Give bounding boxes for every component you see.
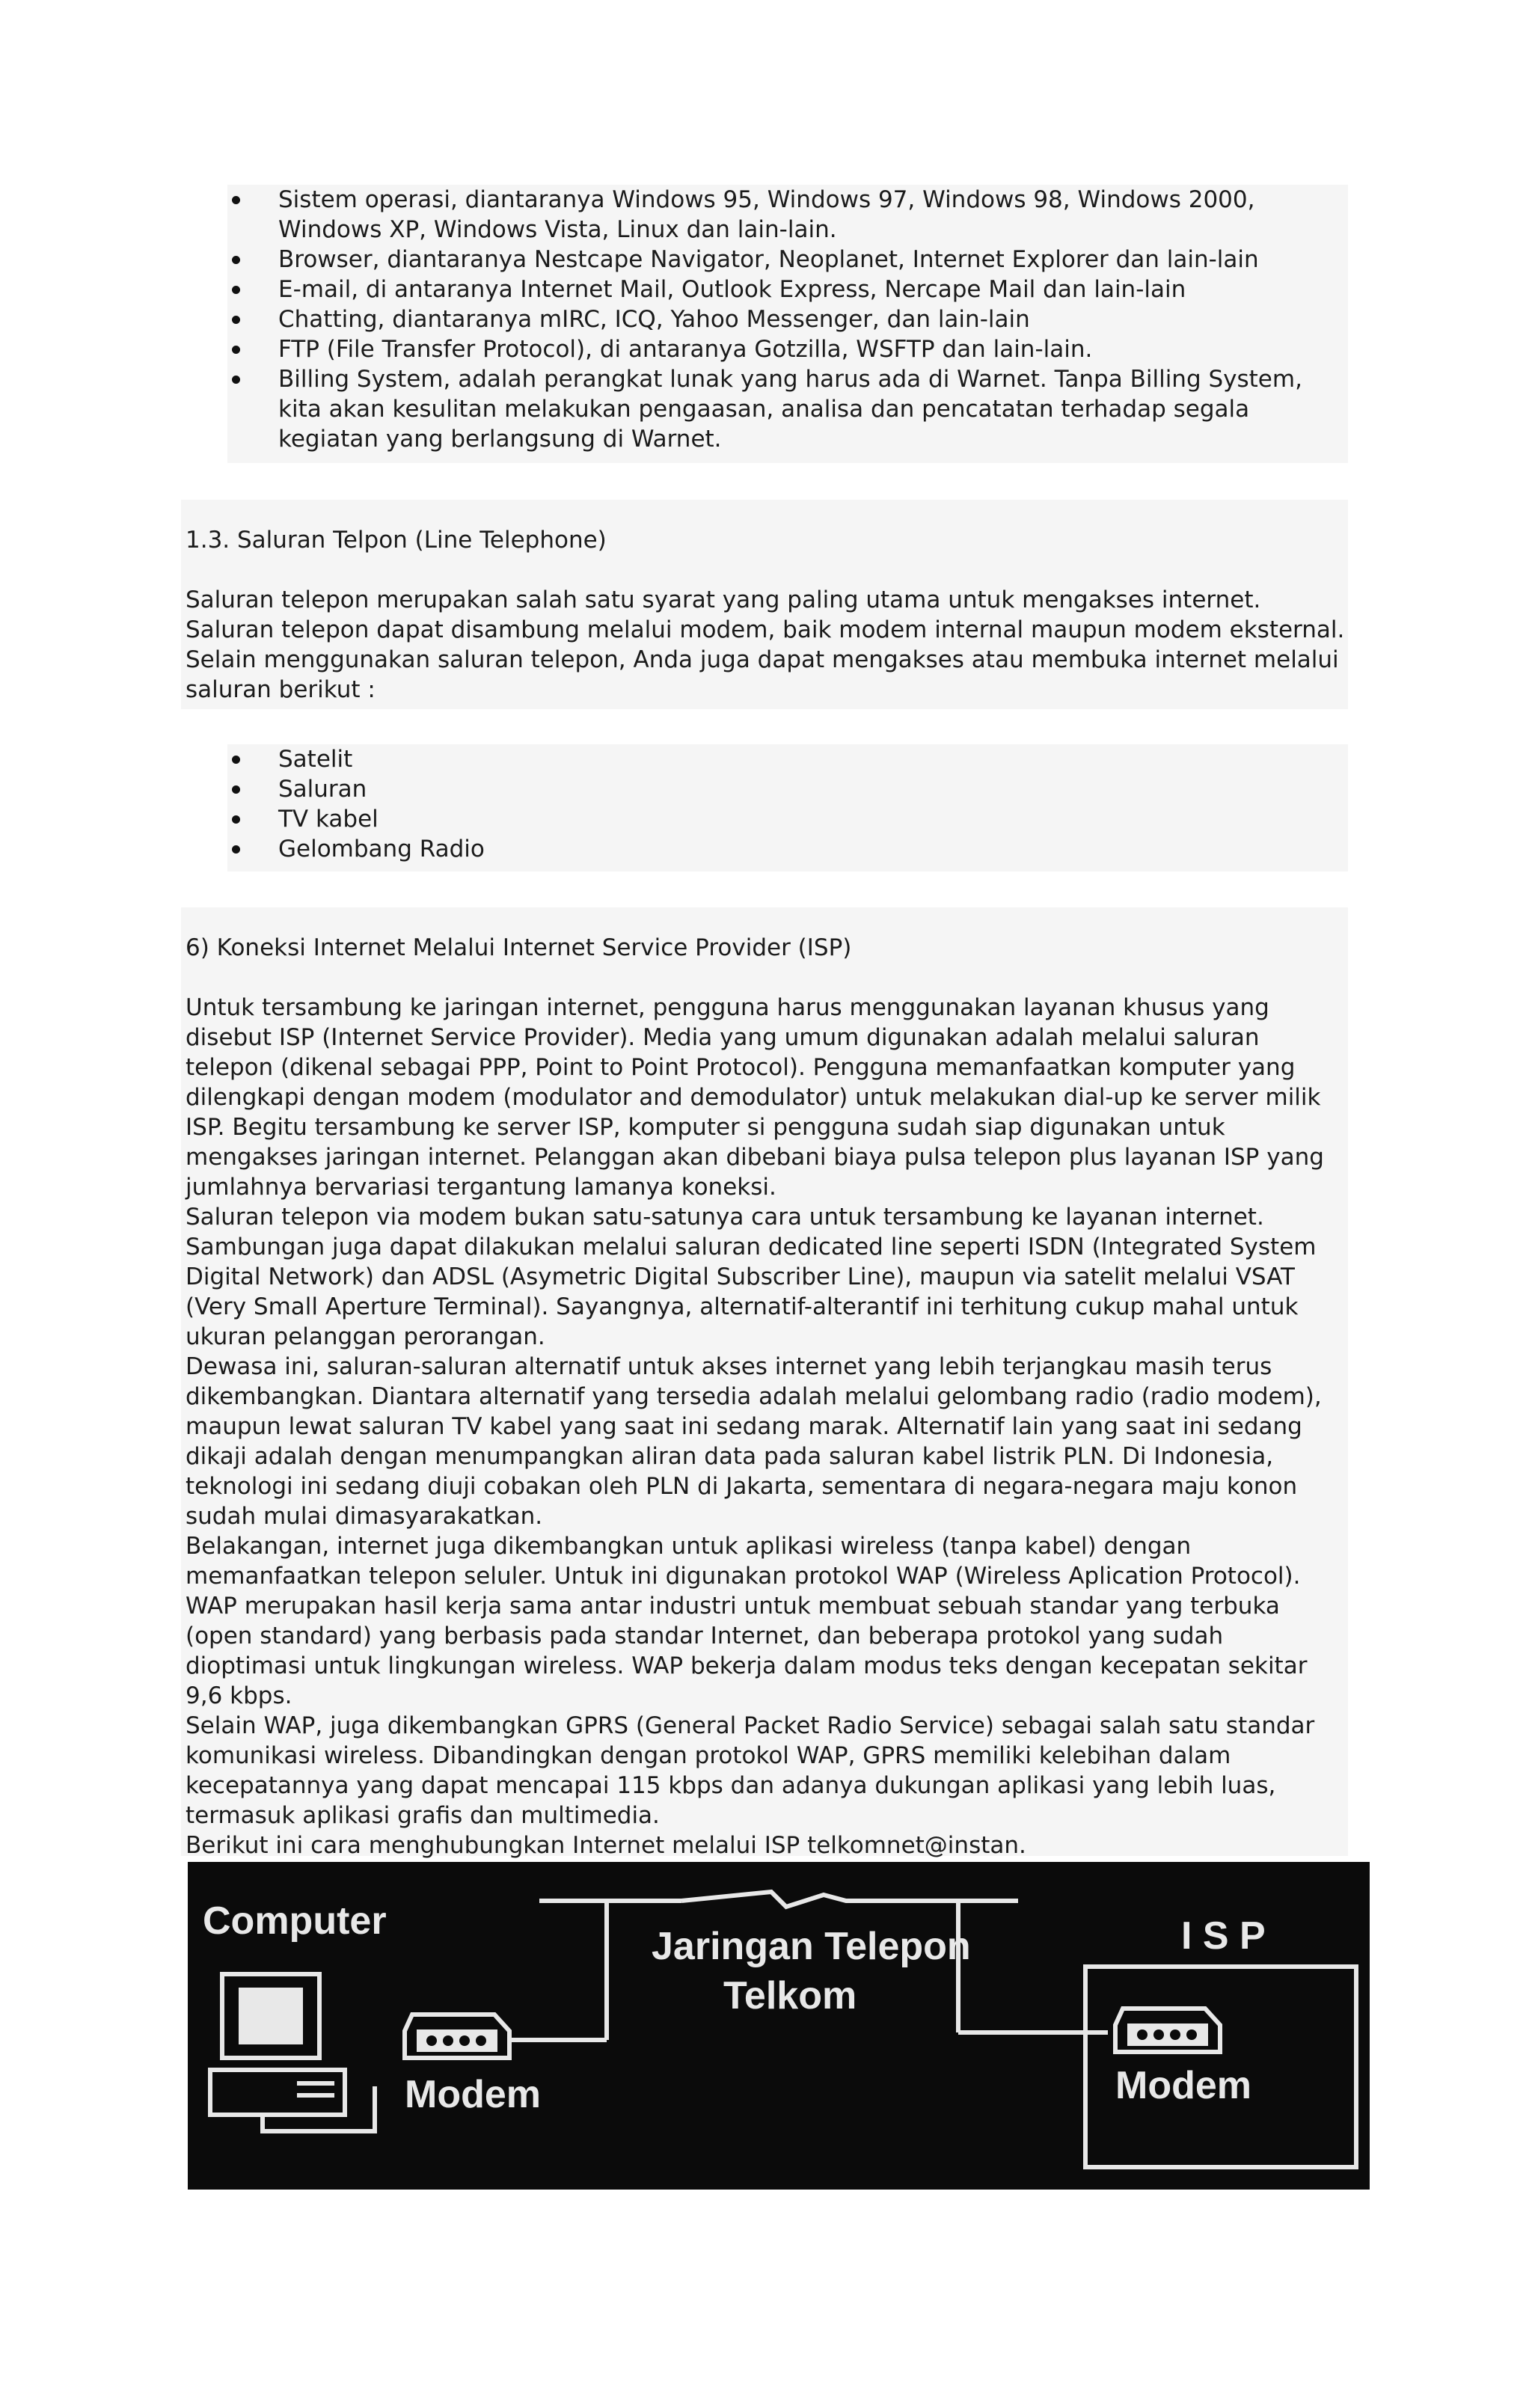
bullet-icon [232, 256, 240, 264]
list-item: Billing System, adalah perangkat lunak yang harus ada di Warnet. Tanpa Billing System, kita akan kesulitan melakukan pengaasan, analisa dan pencatatan terhadap segala kegiatan yang berlangsung di Warnet. [229, 364, 1348, 454]
list-item: TV kabel [229, 804, 1348, 834]
connection-options-block [227, 744, 1348, 871]
bullet-icon [232, 286, 240, 294]
list-item: E-mail, di antaranya Internet Mail, Outlook Express, Nercape Mail dan lain-lain [229, 275, 1348, 304]
list-item: Sistem operasi, diantaranya Windows 95, Windows 97, Windows 98, Windows 2000, Windows XP, Windows Vista, Linux dan lain-lain. [229, 185, 1348, 245]
bullet-icon [232, 785, 240, 794]
connection-options-list [229, 744, 1348, 864]
network-label-line1: Jaringan Telepon [652, 1925, 971, 1968]
software-list-block [227, 185, 1348, 463]
section-body [186, 993, 1346, 1860]
list-item: Browser, diantaranya Nestcape Navigator, Neoplanet, Internet Explorer dan lain-lain [229, 245, 1348, 275]
bullet-icon [232, 756, 240, 764]
paragraph: Saluran telepon via modem bukan satu-satunya cara untuk tersambung ke layanan internet. Sambungan juga dapat dilakukan melalui saluran dedicated line seperti ISDN (Integrated System Digital Network) dan ADSL (Asymetric Digital Subscriber Line), maupun via satelit melalui VSAT (Very Small Aperture Terminal). Sayangnya, alternatif-alterantif ini terhitung cukup mahal untuk ukuran pelanggan perorangan. [186, 1204, 1317, 1350]
section-isp [181, 907, 1348, 1859]
diagram-drawing [188, 1862, 1370, 2190]
list-item: Saluran [229, 774, 1348, 804]
computer-label: Computer [203, 1899, 387, 1943]
bullet-icon [232, 316, 240, 324]
bullet-icon [232, 376, 240, 384]
telephone-line-left [509, 1901, 681, 2040]
bullet-icon [232, 815, 240, 824]
software-list [229, 185, 1348, 454]
section-line-telephone [181, 500, 1348, 709]
section-paragraph: Saluran telepon merupakan salah satu syarat yang paling utama untuk mengakses internet. Saluran telepon dapat disambung melalui modem, baik modem internal maupun modem eksternal. Selain menggunakan saluran telepon, Anda juga dapat mengakses atau membuka internet melalui saluran berikut : [186, 586, 1345, 703]
isp-connection-diagram [188, 1862, 1370, 2190]
paragraph: Untuk tersambung ke jaringan internet, pengguna harus menggunakan layanan khusus yang disebut ISP (Internet Service Provider). Media yang umum digunakan adalah melalui saluran telepon (dikenal sebagai PPP, Point to Point Protocol). Pengguna memanfaatkan komputer yang dilengkapi dengan modem (modulator and demodulator) untuk melakukan dial-up ke server milik ISP. Begitu tersambung ke server ISP, komputer si pengguna sudah siap digunakan untuk mengakses jaringan internet. Pelanggan akan dibebani biaya pulsa telepon plus layanan ISP yang jumlahnya bervariasi tergantung lamanya koneksi. [186, 994, 1324, 1201]
paragraph: Belakangan, internet juga dikembangkan untuk aplikasi wireless (tanpa kabel) dengan memanfaatkan telepon seluler. Untuk ini digunakan protokol WAP (Wireless Aplication Protocol). WAP merupakan hasil kerja sama antar industri untuk membuat sebuah standar yang terbuka (open standard) yang berbasis pada standar Internet, dan beberapa protokol yang sudah dioptimasi untuk lingkungan wireless. WAP bekerja dalam modus teks dengan kecepatan sekitar 9,6 kbps. [186, 1533, 1308, 1709]
modem-left-icon [405, 2015, 509, 2058]
paragraph: Dewasa ini, saluran-saluran alternatif untuk akses internet yang lebih terjangkau masih terus dikembangkan. Diantara alternatif yang tersedia adalah melalui gelombang radio (radio modem), maupun lewat saluran TV kabel yang saat ini sedang marak. Alternatif lain yang saat ini sedang dikaji adalah dengan menumpangkan aliran data pada saluran kabel listrik PLN. Di Indonesia, teknologi ini sedang diuji cobakan oleh PLN di Jakarta, sementara di negara-negara maju konon sudah mulai dimasyarakatkan. [186, 1353, 1322, 1530]
isp-label: I S P [1181, 1914, 1266, 1958]
list-item: Chatting, diantaranya mIRC, ICQ, Yahoo Messenger, dan lain-lain [229, 304, 1348, 334]
modem-right-icon [1115, 2009, 1220, 2052]
bullet-icon [232, 845, 240, 854]
paragraph: Selain WAP, juga dikembangkan GPRS (General Packet Radio Service) sebagai salah satu standar komunikasi wireless. Dibandingkan dengan protokol WAP, GPRS memiliki kelebihan dalam kecepatannya yang dapat mencapai 115 kbps dan adanya dukungan aplikasi yang lebih luas, termasuk aplikasi grafis dan multimedia. [186, 1712, 1315, 1829]
network-label-line2: Telkom [723, 1974, 857, 2018]
list-item: FTP (File Transfer Protocol), di antaranya Gotzilla, WSFTP dan lain-lain. [229, 334, 1348, 364]
bullet-icon [232, 196, 240, 204]
paragraph: Berikut ini cara menghubungkan Internet melalui ISP telkomnet@instan. [186, 1832, 1026, 1859]
list-item: Satelit [229, 744, 1348, 774]
section-heading: 6) Koneksi Internet Melalui Internet Service Provider (ISP) [186, 934, 852, 961]
computer-icon [210, 1974, 375, 2131]
bullet-icon [232, 346, 240, 354]
modem-left-label: Modem [405, 2073, 541, 2116]
section-heading: 1.3. Saluran Telpon (Line Telephone) [186, 527, 607, 554]
modem-right-label: Modem [1115, 2064, 1251, 2107]
list-item: Gelombang Radio [229, 834, 1348, 864]
